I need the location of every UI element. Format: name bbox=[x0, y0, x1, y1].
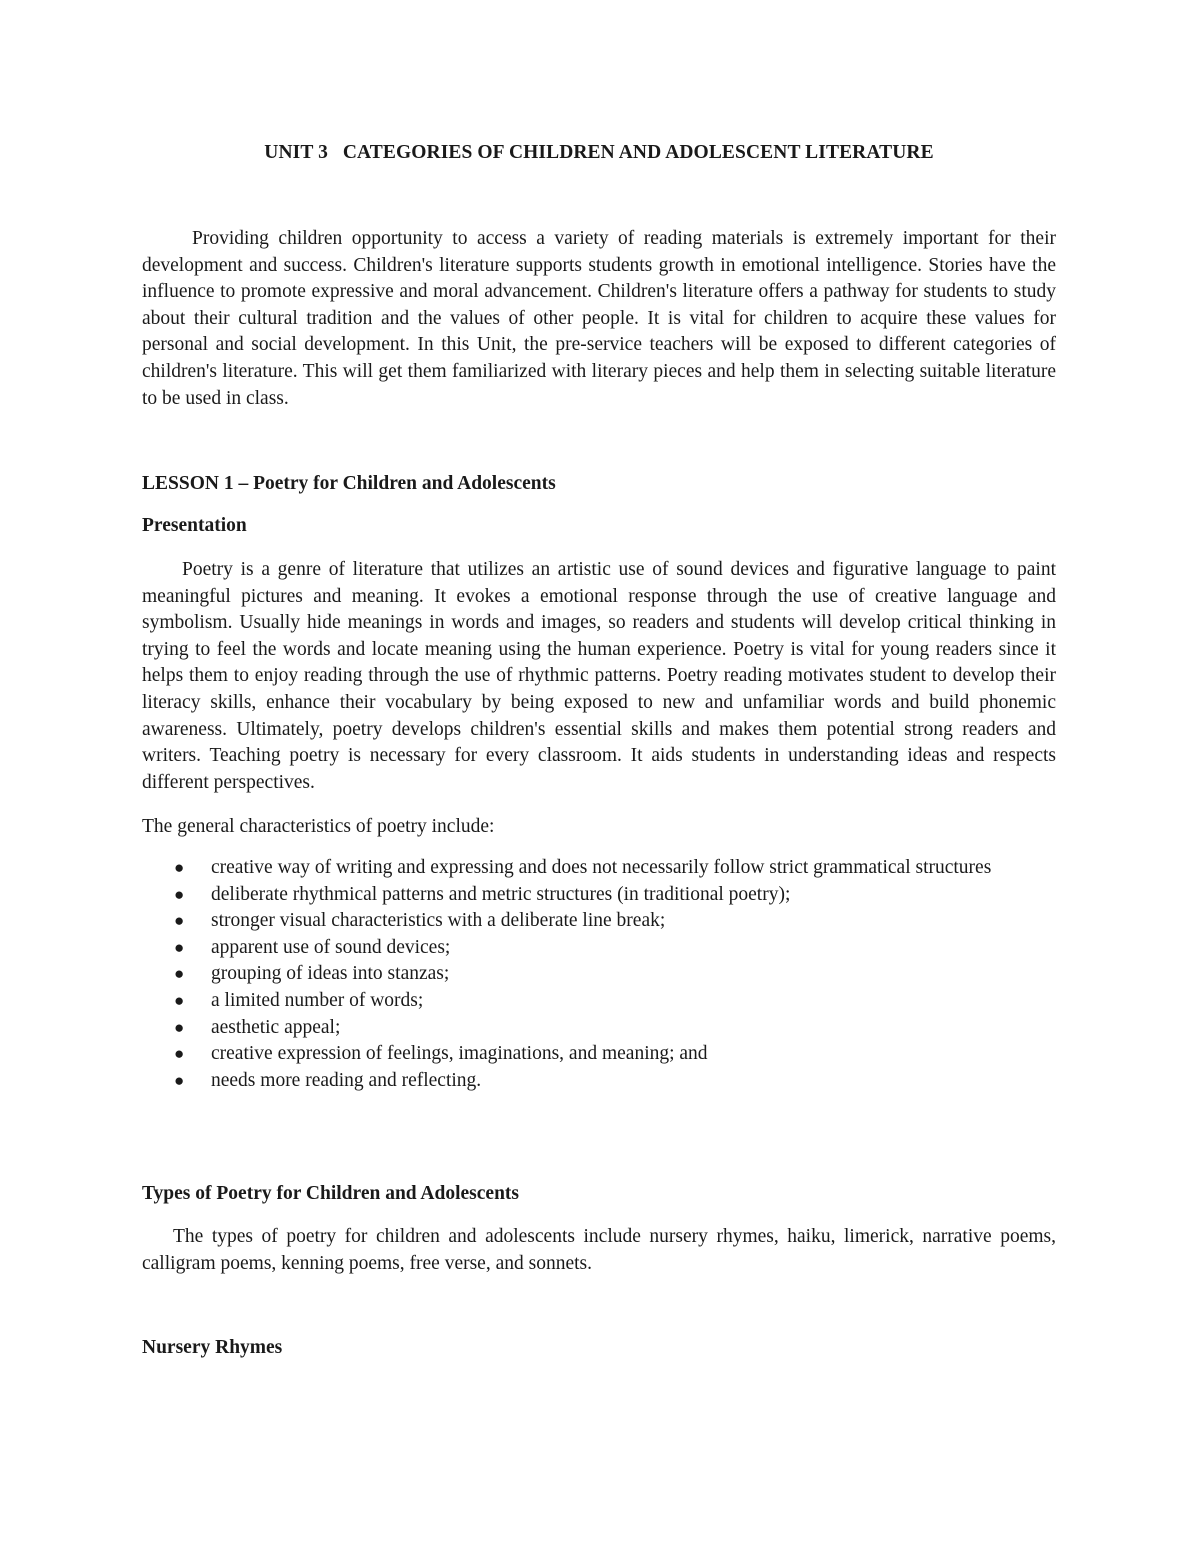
lesson-heading: LESSON 1 – Poetry for Children and Adolescents bbox=[142, 473, 556, 494]
presentation-heading: Presentation bbox=[142, 515, 247, 536]
list-item-text: a limited number of words; bbox=[211, 989, 424, 1011]
list-item-text: deliberate rhythmical patterns and metric structures (in traditional poetry); bbox=[211, 883, 791, 905]
characteristics-intro: The general characteristics of poetry include: bbox=[142, 816, 495, 837]
bullet-icon: ● bbox=[174, 964, 185, 984]
nursery-rhymes-heading: Nursery Rhymes bbox=[142, 1337, 283, 1358]
intro-paragraph: Providing children opportunity to access a variety of reading materials is extremely important for their development and success. Children's literature supports students growth in emotional intelligence. Stories have the influence to promote expressive and moral advancement. Children's literature offers a pathway for students to study about their cultural tradition and the values of other people. It is vital for children to acquire these values for personal and social development. In this Unit, the pre-service teachers will be exposed to different categories of children's literature. This will get them familiarized with literary pieces and help them in selecting suitable literature to be used in class. bbox=[142, 228, 1056, 409]
bullet-icon: ● bbox=[174, 990, 185, 1010]
list-item bbox=[142, 908, 1056, 935]
list-item bbox=[142, 1015, 1056, 1042]
characteristics-list bbox=[142, 855, 1056, 1094]
list-item bbox=[142, 882, 1056, 909]
list-item-text: needs more reading and reflecting. bbox=[211, 1069, 482, 1091]
bullet-icon: ● bbox=[174, 884, 185, 904]
types-paragraph: The types of poetry for children and adolescents include nursery rhymes, haiku, limerick, narrative poems, calligram poems, kenning poems, free verse, and sonnets. bbox=[142, 1226, 1056, 1274]
list-item bbox=[142, 935, 1056, 962]
list-item bbox=[142, 1068, 1056, 1095]
bullet-icon: ● bbox=[174, 911, 185, 931]
list-item-text: apparent use of sound devices; bbox=[211, 936, 451, 958]
list-item-text: aesthetic appeal; bbox=[211, 1016, 341, 1038]
bullet-icon: ● bbox=[174, 1044, 185, 1064]
list-item bbox=[142, 961, 1056, 988]
unit-title: UNIT 3 CATEGORIES OF CHILDREN AND ADOLESCENT LITERATURE bbox=[264, 142, 934, 163]
types-heading: Types of Poetry for Children and Adolescents bbox=[142, 1183, 520, 1204]
list-item bbox=[142, 988, 1056, 1015]
list-item-text: grouping of ideas into stanzas; bbox=[211, 963, 450, 985]
presentation-paragraph: Poetry is a genre of literature that utilizes an artistic use of sound devices and figurative language to paint meaningful pictures and meaning. It evokes a emotional response through the use of creative language and symbolism. Usually hide meanings in words and images, so readers and students will develop critical thinking in trying to feel the words and locate meaning using the human experience. Poetry is vital for young readers since it helps them to enjoy reading through the use of rhythmic patterns. Poetry reading motivates student to develop their literacy skills, enhance their vocabulary by being exposed to new and unfamiliar words and build phonemic awareness. Ultimately, poetry develops children's essential skills and makes them potential strong readers and writers. Teaching poetry is necessary for every classroom. It aids students in understanding ideas and respects different perspectives. bbox=[142, 559, 1056, 793]
bullet-icon: ● bbox=[174, 858, 185, 877]
bullet-icon: ● bbox=[174, 937, 185, 957]
list-item-text: creative way of writing and expressing and does not necessarily follow strict grammatical structures bbox=[211, 857, 992, 878]
list-item bbox=[142, 1041, 1056, 1068]
bullet-icon: ● bbox=[174, 1017, 185, 1037]
list-item-text: creative expression of feelings, imaginations, and meaning; and bbox=[211, 1043, 708, 1065]
bullet-icon: ● bbox=[174, 1070, 185, 1090]
list-item-text: stronger visual characteristics with a deliberate line break; bbox=[211, 910, 666, 932]
list-item bbox=[142, 855, 1056, 882]
